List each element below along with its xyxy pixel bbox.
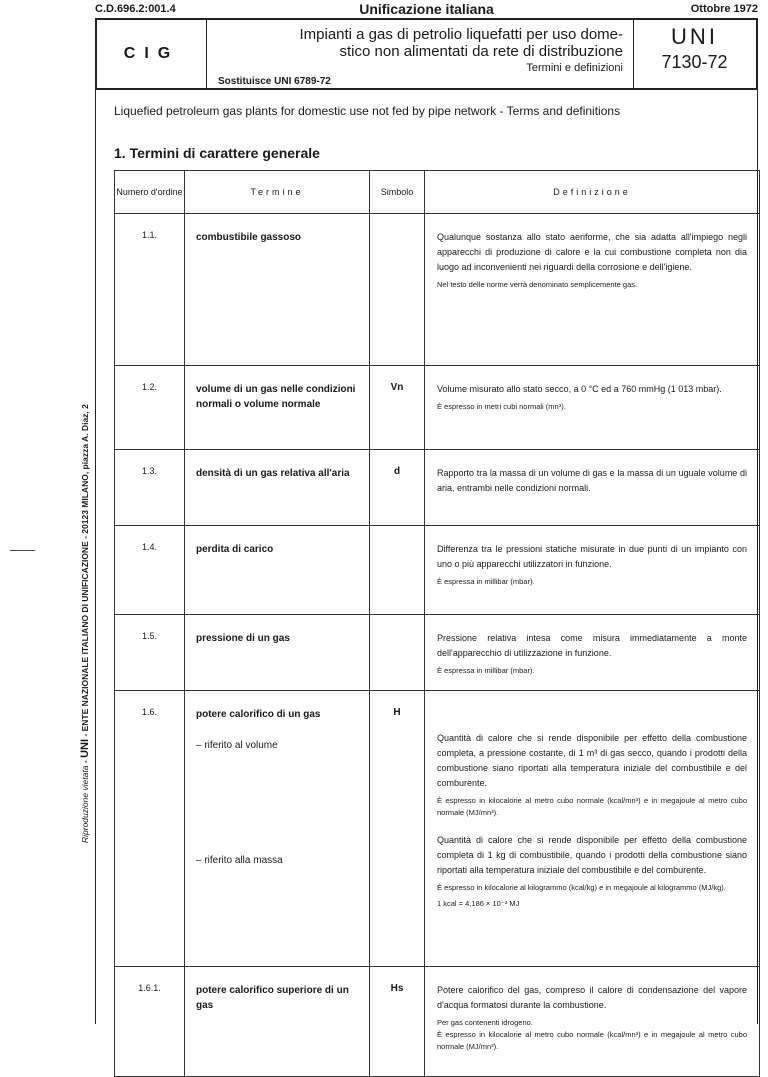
row-definition bbox=[425, 967, 760, 1077]
note-volume: È espresso in kilocalorie al metro cubo normale (kcal/mn³) e in megajoule al metro cubo normale (MJ/mn³). bbox=[437, 796, 747, 817]
row-definition bbox=[425, 691, 760, 967]
header-term: Termine bbox=[185, 171, 370, 214]
uni-label: UNI bbox=[671, 24, 718, 49]
title-line-2: stico non alimentati da rete di distribuzione bbox=[339, 43, 623, 60]
definition-note: È espressa in millibar (mbar). bbox=[437, 666, 535, 675]
row-definition bbox=[425, 615, 760, 691]
uni-cell bbox=[633, 20, 756, 88]
definition-mass: Quantità di calore che si rende disponibile per effetto della combustione completa di 1 kg di combustibile, quando i prodotti della combustione siano riportati alla temperatura iniziale del combustibile e del comburente. bbox=[437, 835, 747, 875]
table-row bbox=[115, 526, 760, 615]
subterm-mass: – riferito alla massa bbox=[196, 855, 283, 866]
definition-text: Pressione relativa intesa come misura immediatamente a monte dell'apparecchio di utilizzazione in funzione. bbox=[437, 633, 747, 658]
title-cell bbox=[206, 20, 634, 88]
row-term: potere calorifico superiore di un gas bbox=[185, 967, 370, 1077]
table-row bbox=[115, 366, 760, 450]
definition-note: È espressa in millibar (mbar). bbox=[437, 577, 535, 586]
subterm-volume: – riferito al volume bbox=[196, 740, 278, 751]
row-number: 1.4. bbox=[115, 526, 185, 615]
table-row bbox=[115, 967, 760, 1077]
uni-number: 7130-72 bbox=[661, 52, 728, 72]
row-term: volume di un gas nelle condizioni normali o volume normale bbox=[185, 366, 370, 450]
organization-title: Unificazione italiana bbox=[359, 1, 494, 17]
terms-table bbox=[114, 170, 760, 1077]
row-symbol: Hs bbox=[370, 967, 425, 1077]
row-term bbox=[185, 691, 370, 967]
cdu-code: C.D.696.2:001.4 bbox=[95, 3, 176, 15]
margin-rule bbox=[10, 550, 35, 551]
row-number: 1.3. bbox=[115, 450, 185, 526]
row-symbol: Vn bbox=[370, 366, 425, 450]
row-symbol bbox=[370, 526, 425, 615]
row-term: densità di un gas relativa all'aria bbox=[185, 450, 370, 526]
row-definition bbox=[425, 450, 760, 526]
table-row bbox=[115, 691, 760, 967]
side-imprint: Riproduzione vietata - UNI - ENTE NAZIONALE ITALIANO DI UNIFICAZIONE - 20123 MILANO, piazza A. Diaz, 2 bbox=[79, 404, 91, 843]
row-term: pressione di un gas bbox=[185, 615, 370, 691]
table-row bbox=[115, 214, 760, 366]
english-subtitle: Liquefied petroleum gas plants for domestic use not fed by pipe network - Terms and definitions bbox=[114, 104, 621, 118]
table-header-row bbox=[115, 171, 760, 214]
row-number: 1.5. bbox=[115, 615, 185, 691]
definition-text: Rapporto tra la massa di un volume di gas e la massa di un uguale volume di aria, entrambi nelle condizioni normali. bbox=[437, 468, 747, 493]
title-line-1: Impianti a gas di petrolio liquefatti per uso dome- bbox=[299, 26, 623, 43]
definition-text: Potere calorifico del gas, compreso il calore di condensazione del vapore d'acqua formatosi durante la combustione. bbox=[437, 985, 747, 1010]
side-repro: Riproduzione vietata bbox=[80, 765, 90, 843]
header-definition: Definizione bbox=[425, 171, 760, 214]
row-number: 1.6. bbox=[115, 691, 185, 967]
conversion-note: 1 kcal = 4,186 × 10⁻³ MJ bbox=[437, 899, 520, 908]
top-line bbox=[95, 0, 758, 18]
definition-text: Qualunque sostanza allo stato aeriforme, che sia adatta all'impiego negli apparecchi di produzione di calore e la cui combustione completa non dia luogo ad inconvenienti nei riguardi della corrosione e dell'igiene. bbox=[437, 232, 747, 272]
cig-label: CIG bbox=[97, 20, 207, 88]
publication-date: Ottobre 1972 bbox=[690, 3, 758, 15]
row-symbol bbox=[370, 214, 425, 366]
definition-note-2: È espresso in kilocalorie al metro cubo normale (kcal/mn³) e in megajoule al metro cubo normale (MJ/mn³). bbox=[437, 1030, 747, 1051]
title-line-3: Termini e definizioni bbox=[526, 62, 623, 74]
header-number: Numero d'ordine bbox=[115, 171, 185, 214]
definition-text: Differenza tra le pressioni statiche misurate in due punti di un impianto con uno o più apparecchi utilizzatori in funzione. bbox=[437, 544, 747, 569]
definition-note: È espresso in metri cubi normali (mn³). bbox=[437, 402, 566, 411]
definition-note: Nel testo delle norme verrà denominato semplicemente gas. bbox=[437, 280, 638, 289]
table-row bbox=[115, 615, 760, 691]
note-mass: È espresso in kilocalorie al kilogrammo (kcal/kg) e in megajoule al kilogrammo (MJ/kg). bbox=[437, 883, 726, 892]
row-definition bbox=[425, 526, 760, 615]
side-text: - ENTE NAZIONALE ITALIANO DI UNIFICAZIONE - 20123 MILANO, piazza A. Diaz, 2 bbox=[80, 404, 90, 737]
header-symbol: Simbolo bbox=[370, 171, 425, 214]
replaces-note: Sostituisce UNI 6789-72 bbox=[218, 76, 331, 87]
definition-volume: Quantità di calore che si rende disponibile per effetto della combustione completa, a pressione costante, di 1 m³ di gas secco, quando i prodotti della combustione siano riportati alla temperatura iniziale del combustibile e del comburente. bbox=[437, 733, 747, 788]
row-number: 1.6.1. bbox=[115, 967, 185, 1077]
definition-note-1: Per gas contenenti idrogeno. bbox=[437, 1018, 533, 1027]
row-symbol: d bbox=[370, 450, 425, 526]
side-uni: UNI bbox=[79, 738, 91, 758]
row-symbol bbox=[370, 615, 425, 691]
row-term: perdita di carico bbox=[185, 526, 370, 615]
row-number: 1.2. bbox=[115, 366, 185, 450]
document-header bbox=[95, 18, 758, 90]
row-definition bbox=[425, 366, 760, 450]
row-symbol: H bbox=[370, 691, 425, 967]
definition-text: Volume misurato allo stato secco, a 0 °C ed a 760 mmHg (1 013 mbar). bbox=[437, 384, 722, 394]
term-main: potere calorifico di un gas bbox=[196, 709, 321, 720]
section-title: 1. Termini di carattere generale bbox=[114, 145, 320, 161]
row-definition bbox=[425, 214, 760, 366]
row-term: combustibile gassoso bbox=[185, 214, 370, 366]
row-number: 1.1. bbox=[115, 214, 185, 366]
table-row bbox=[115, 450, 760, 526]
